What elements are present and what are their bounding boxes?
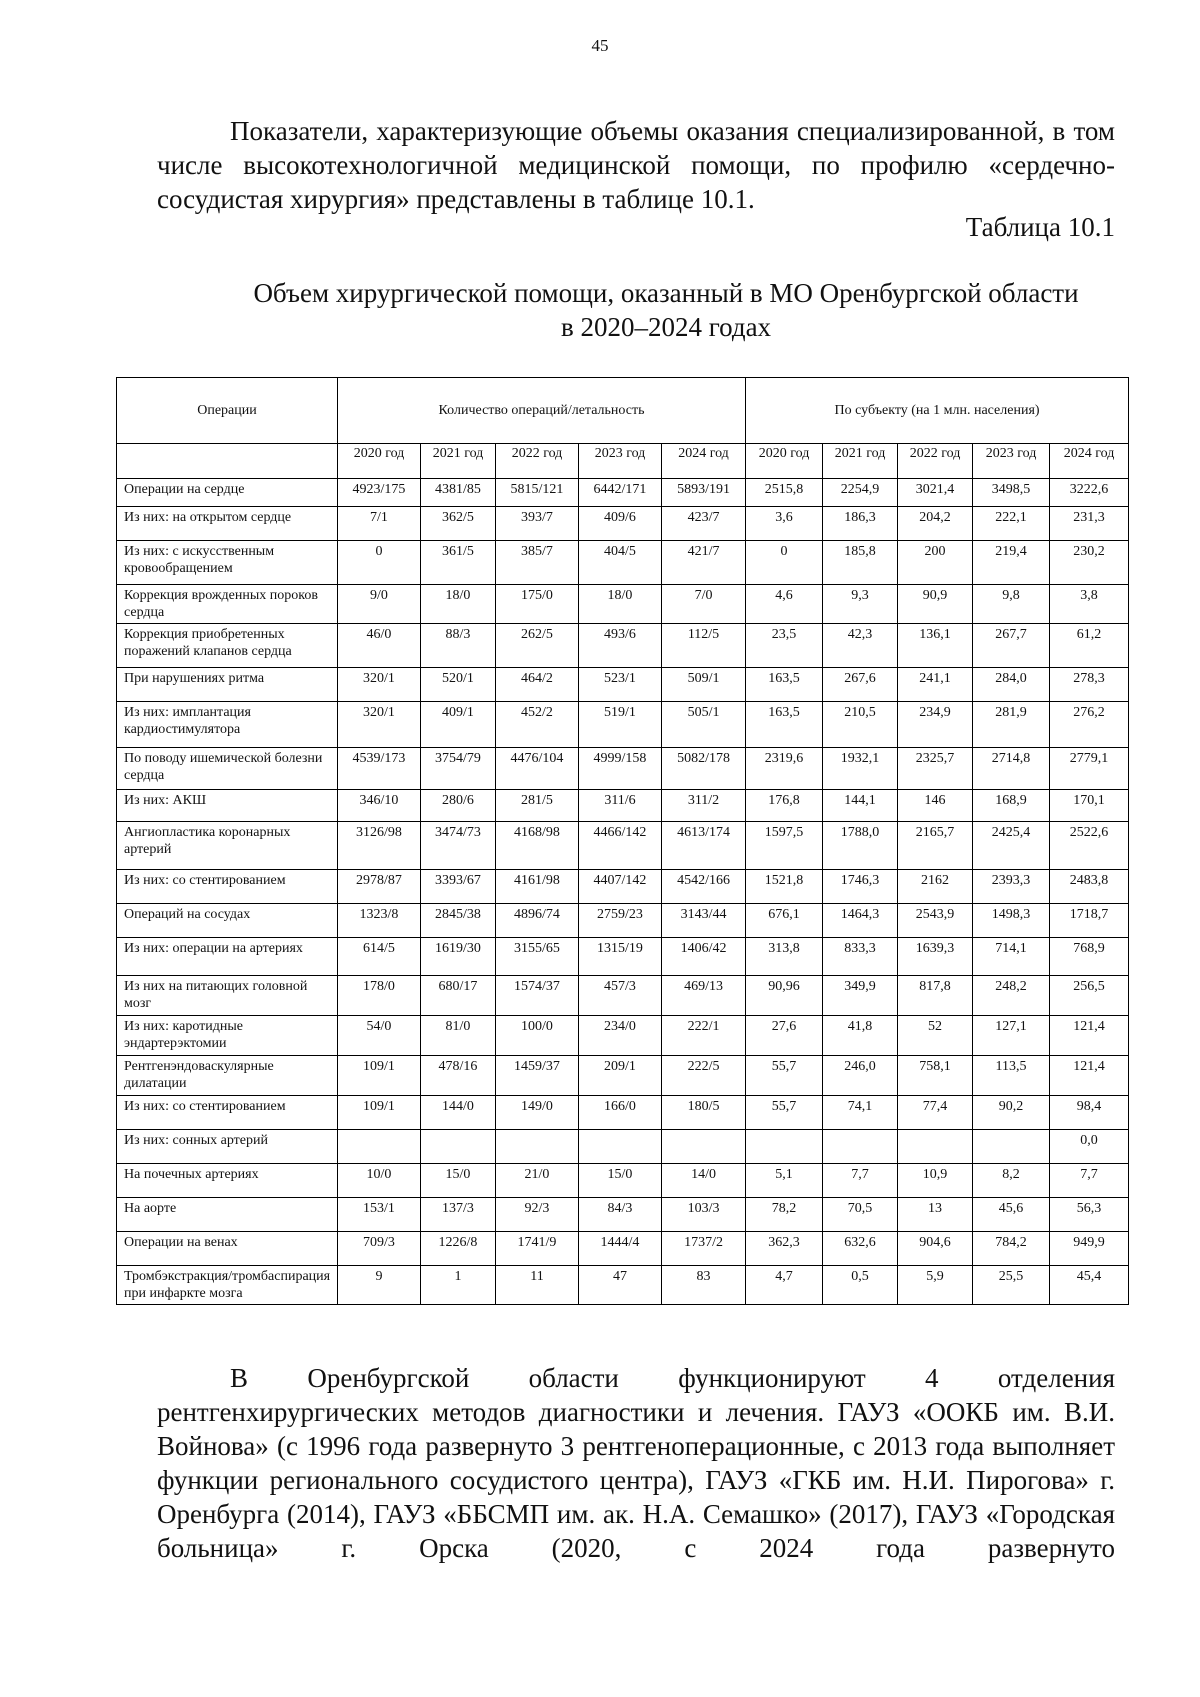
count-cell: 88/3 [421, 624, 496, 668]
count-cell: 92/3 [496, 1198, 579, 1232]
count-cell: 2845/38 [421, 904, 496, 938]
count-cell: 262/5 [496, 624, 579, 668]
count-cell: 1315/19 [579, 938, 662, 976]
header-count: Количество операций/летальность [338, 378, 746, 444]
count-cell: 4999/158 [579, 748, 662, 790]
table-caption: Таблица 10.1 [965, 212, 1115, 242]
count-cell: 1406/42 [662, 938, 746, 976]
per-million-cell: 74,1 [823, 1096, 898, 1130]
count-cell: 1323/8 [338, 904, 421, 938]
page-number: 45 [591, 36, 609, 55]
per-million-cell: 2165,7 [898, 822, 973, 870]
per-million-cell: 4,7 [746, 1266, 823, 1305]
count-cell [496, 1130, 579, 1164]
count-cell: 614/5 [338, 938, 421, 976]
per-million-cell: 3021,4 [898, 479, 973, 507]
count-cell: 1619/30 [421, 938, 496, 976]
per-million-cell: 2779,1 [1050, 748, 1129, 790]
table-row [117, 668, 1129, 702]
per-million-cell: 2319,6 [746, 748, 823, 790]
per-million-cell: 676,1 [746, 904, 823, 938]
header-operations: Операции [117, 378, 338, 444]
per-million-cell: 98,4 [1050, 1096, 1129, 1130]
count-cell: 5815/121 [496, 479, 579, 507]
per-million-cell: 52 [898, 1016, 973, 1056]
row-label: Из них: каротидные эндартерэктомии [117, 1016, 338, 1056]
per-million-cell: 1746,3 [823, 870, 898, 904]
count-cell: 178/0 [338, 976, 421, 1016]
per-million-cell: 362,3 [746, 1232, 823, 1266]
count-cell: 4476/104 [496, 748, 579, 790]
table-row [117, 1232, 1129, 1266]
count-cell: 4381/85 [421, 479, 496, 507]
count-cell: 4613/174 [662, 822, 746, 870]
per-million-cell: 200 [898, 541, 973, 585]
per-million-cell: 1788,0 [823, 822, 898, 870]
count-cell: 7/0 [662, 585, 746, 624]
per-million-cell: 768,9 [1050, 938, 1129, 976]
per-million-cell: 234,9 [898, 702, 973, 748]
count-cell: 505/1 [662, 702, 746, 748]
count-cell: 1459/37 [496, 1056, 579, 1096]
count-cell: 222/5 [662, 1056, 746, 1096]
per-million-cell: 25,5 [973, 1266, 1050, 1305]
per-million-cell: 90,96 [746, 976, 823, 1016]
per-million-cell: 8,2 [973, 1164, 1050, 1198]
count-cell: 1 [421, 1266, 496, 1305]
per-million-cell: 3498,5 [973, 479, 1050, 507]
table-row [117, 1164, 1129, 1198]
per-million-cell: 0 [746, 541, 823, 585]
per-million-cell: 2483,8 [1050, 870, 1129, 904]
row-label: Из них: на открытом сердце [117, 507, 338, 541]
table-row [117, 702, 1129, 748]
per-million-cell: 121,4 [1050, 1056, 1129, 1096]
per-million-cell: 5,1 [746, 1164, 823, 1198]
count-cell: 209/1 [579, 1056, 662, 1096]
table-row [117, 822, 1129, 870]
per-million-cell: 168,9 [973, 790, 1050, 822]
closing-paragraph: В Оренбургской области функционируют 4 отделения рентгенхирургических методов диагностики и лечения. ГАУЗ «ООКБ им. В.И. Войнова» (с 1996 года развернуто 3 рентгеноперационные, с 2013 года выполняет функции регионального сосудистого центра), ГАУЗ «ГКБ им. Н.И. Пирогова» г. Оренбурга (2014), ГАУЗ «ББСМП им. ак. Н.А. Семашко» (2017), ГАУЗ «Городская больница» г. Орска (2020, с 2024 года развернуто [157, 1363, 1115, 1563]
per-million-cell: 3,8 [1050, 585, 1129, 624]
count-cell: 1737/2 [662, 1232, 746, 1266]
row-label: Из них: АКШ [117, 790, 338, 822]
per-million-cell: 144,1 [823, 790, 898, 822]
per-million-cell: 1498,3 [973, 904, 1050, 938]
per-million-cell [746, 1130, 823, 1164]
count-cell: 362/5 [421, 507, 496, 541]
year-header: 2023 год [973, 444, 1050, 479]
count-cell: 9/0 [338, 585, 421, 624]
count-cell: 109/1 [338, 1056, 421, 1096]
count-cell: 680/17 [421, 976, 496, 1016]
per-million-cell: 7,7 [823, 1164, 898, 1198]
count-cell: 112/5 [662, 624, 746, 668]
count-cell: 385/7 [496, 541, 579, 585]
table-row [117, 1198, 1129, 1232]
per-million-cell: 758,1 [898, 1056, 973, 1096]
count-cell: 15/0 [421, 1164, 496, 1198]
per-million-cell: 55,7 [746, 1096, 823, 1130]
per-million-cell [898, 1130, 973, 1164]
per-million-cell: 256,5 [1050, 976, 1129, 1016]
per-million-cell: 23,5 [746, 624, 823, 668]
count-cell: 2759/23 [579, 904, 662, 938]
count-cell [338, 1130, 421, 1164]
count-cell: 180/5 [662, 1096, 746, 1130]
per-million-cell: 2543,9 [898, 904, 973, 938]
count-cell: 421/7 [662, 541, 746, 585]
per-million-cell: 2515,8 [746, 479, 823, 507]
count-cell: 9 [338, 1266, 421, 1305]
count-cell: 2978/87 [338, 870, 421, 904]
per-million-cell: 231,3 [1050, 507, 1129, 541]
count-cell: 393/7 [496, 507, 579, 541]
row-label: Из них: со стентированием [117, 870, 338, 904]
per-million-cell: 9,8 [973, 585, 1050, 624]
per-million-cell: 2714,8 [973, 748, 1050, 790]
count-cell: 3393/67 [421, 870, 496, 904]
per-million-cell: 284,0 [973, 668, 1050, 702]
count-cell: 166/0 [579, 1096, 662, 1130]
per-million-cell: 42,3 [823, 624, 898, 668]
count-cell: 4542/166 [662, 870, 746, 904]
per-million-cell: 267,7 [973, 624, 1050, 668]
per-million-cell: 90,9 [898, 585, 973, 624]
count-cell: 469/13 [662, 976, 746, 1016]
row-label: Из них: со стентированием [117, 1096, 338, 1130]
per-million-cell: 41,8 [823, 1016, 898, 1056]
count-cell: 6442/171 [579, 479, 662, 507]
count-cell: 4407/142 [579, 870, 662, 904]
count-cell: 520/1 [421, 668, 496, 702]
count-cell: 54/0 [338, 1016, 421, 1056]
per-million-cell: 204,2 [898, 507, 973, 541]
row-label: Из них: имплантация кардиостимулятора [117, 702, 338, 748]
row-label: Операции на сердце [117, 479, 338, 507]
count-cell: 280/6 [421, 790, 496, 822]
count-cell: 109/1 [338, 1096, 421, 1130]
row-label: Операции на венах [117, 1232, 338, 1266]
count-cell: 234/0 [579, 1016, 662, 1056]
count-cell: 409/1 [421, 702, 496, 748]
count-cell: 84/3 [579, 1198, 662, 1232]
per-million-cell: 2393,3 [973, 870, 1050, 904]
per-million-cell: 56,3 [1050, 1198, 1129, 1232]
per-million-cell: 222,1 [973, 507, 1050, 541]
per-million-cell: 2162 [898, 870, 973, 904]
row-label: На почечных артериях [117, 1164, 338, 1198]
per-million-cell: 241,1 [898, 668, 973, 702]
table-title-line-2: в 2020–2024 годах [560, 312, 772, 342]
count-cell: 320/1 [338, 668, 421, 702]
count-cell: 137/3 [421, 1198, 496, 1232]
per-million-cell: 219,4 [973, 541, 1050, 585]
year-header: 2021 год [823, 444, 898, 479]
row-label: По поводу ишемической болезни сердца [117, 748, 338, 790]
surgery-volume-table-container [116, 377, 1128, 1305]
year-header: 2022 год [496, 444, 579, 479]
count-cell: 4539/173 [338, 748, 421, 790]
count-cell: 509/1 [662, 668, 746, 702]
per-million-cell: 61,2 [1050, 624, 1129, 668]
per-million-cell: 55,7 [746, 1056, 823, 1096]
per-million-cell: 121,4 [1050, 1016, 1129, 1056]
table-years-row [117, 444, 1129, 479]
per-million-cell: 113,5 [973, 1056, 1050, 1096]
count-cell: 361/5 [421, 541, 496, 585]
header-per-subject: По субъекту (на 1 млн. населения) [746, 378, 1129, 444]
per-million-cell: 278,3 [1050, 668, 1129, 702]
table-row [117, 1056, 1129, 1096]
count-cell: 100/0 [496, 1016, 579, 1056]
table-row [117, 1266, 1129, 1305]
per-million-cell: 2522,6 [1050, 822, 1129, 870]
year-header: 2020 год [746, 444, 823, 479]
per-million-cell: 248,2 [973, 976, 1050, 1016]
per-million-cell: 136,1 [898, 624, 973, 668]
count-cell: 457/3 [579, 976, 662, 1016]
count-cell: 15/0 [579, 1164, 662, 1198]
table-row [117, 585, 1129, 624]
table-row [117, 976, 1129, 1016]
row-label: Из них на питающих головной мозг [117, 976, 338, 1016]
per-million-cell: 904,6 [898, 1232, 973, 1266]
count-cell: 4466/142 [579, 822, 662, 870]
count-cell: 83 [662, 1266, 746, 1305]
per-million-cell: 3,6 [746, 507, 823, 541]
count-cell: 3155/65 [496, 938, 579, 976]
count-cell: 1444/4 [579, 1232, 662, 1266]
table-row [117, 479, 1129, 507]
row-label: Из них: операции на артериях [117, 938, 338, 976]
count-cell: 3474/73 [421, 822, 496, 870]
year-header: 2023 год [579, 444, 662, 479]
table-row [117, 1096, 1129, 1130]
count-cell: 18/0 [421, 585, 496, 624]
per-million-cell: 45,6 [973, 1198, 1050, 1232]
per-million-cell: 1464,3 [823, 904, 898, 938]
per-million-cell: 0,0 [1050, 1130, 1129, 1164]
count-cell: 3126/98 [338, 822, 421, 870]
per-million-cell: 170,1 [1050, 790, 1129, 822]
count-cell: 452/2 [496, 702, 579, 748]
per-million-cell: 9,3 [823, 585, 898, 624]
per-million-cell: 267,6 [823, 668, 898, 702]
count-cell: 404/5 [579, 541, 662, 585]
count-cell [579, 1130, 662, 1164]
count-cell: 346/10 [338, 790, 421, 822]
per-million-cell [823, 1130, 898, 1164]
count-cell: 409/6 [579, 507, 662, 541]
count-cell: 47 [579, 1266, 662, 1305]
count-cell [421, 1130, 496, 1164]
row-label: Из них: с искусственным кровообращением [117, 541, 338, 585]
table-row [117, 870, 1129, 904]
per-million-cell: 246,0 [823, 1056, 898, 1096]
per-million-cell: 146 [898, 790, 973, 822]
count-cell: 10/0 [338, 1164, 421, 1198]
count-cell: 46/0 [338, 624, 421, 668]
table-body [117, 479, 1129, 1305]
table-row [117, 1130, 1129, 1164]
table-header-row [117, 378, 1129, 444]
count-cell: 21/0 [496, 1164, 579, 1198]
count-cell [662, 1130, 746, 1164]
count-cell: 4923/175 [338, 479, 421, 507]
count-cell: 478/16 [421, 1056, 496, 1096]
table-row [117, 1016, 1129, 1056]
count-cell: 5893/191 [662, 479, 746, 507]
per-million-cell: 2325,7 [898, 748, 973, 790]
count-cell: 1226/8 [421, 1232, 496, 1266]
row-label: Из них: сонных артерий [117, 1130, 338, 1164]
count-cell: 149/0 [496, 1096, 579, 1130]
count-cell: 5082/178 [662, 748, 746, 790]
per-million-cell: 2425,4 [973, 822, 1050, 870]
per-million-cell: 3222,6 [1050, 479, 1129, 507]
year-header: 2024 год [662, 444, 746, 479]
table-title-line-1: Объем хирургической помощи, оказанный в МО Оренбургской области [253, 278, 1079, 308]
count-cell: 175/0 [496, 585, 579, 624]
row-label: Рентгенэндоваскулярные дилатации [117, 1056, 338, 1096]
year-header: 2022 год [898, 444, 973, 479]
per-million-cell: 176,8 [746, 790, 823, 822]
table-title [157, 276, 1115, 344]
per-million-cell: 45,4 [1050, 1266, 1129, 1305]
row-label: Коррекция врожденных пороков сердца [117, 585, 338, 624]
count-cell: 144/0 [421, 1096, 496, 1130]
per-million-cell: 230,2 [1050, 541, 1129, 585]
count-cell: 519/1 [579, 702, 662, 748]
per-million-cell: 349,9 [823, 976, 898, 1016]
count-cell: 281/5 [496, 790, 579, 822]
count-cell: 18/0 [579, 585, 662, 624]
row-label: Операций на сосудах [117, 904, 338, 938]
count-cell: 4161/98 [496, 870, 579, 904]
table-row [117, 748, 1129, 790]
count-cell: 81/0 [421, 1016, 496, 1056]
row-label: Коррекция приобретенных поражений клапанов сердца [117, 624, 338, 668]
per-million-cell: 4,6 [746, 585, 823, 624]
per-million-cell: 276,2 [1050, 702, 1129, 748]
per-million-cell: 186,3 [823, 507, 898, 541]
table-row [117, 507, 1129, 541]
per-million-cell: 313,8 [746, 938, 823, 976]
per-million-cell: 5,9 [898, 1266, 973, 1305]
count-cell: 4896/74 [496, 904, 579, 938]
per-million-cell [973, 1130, 1050, 1164]
per-million-cell: 70,5 [823, 1198, 898, 1232]
count-cell: 153/1 [338, 1198, 421, 1232]
per-million-cell: 817,8 [898, 976, 973, 1016]
row-label: При нарушениях ритма [117, 668, 338, 702]
table-row [117, 904, 1129, 938]
per-million-cell: 1521,8 [746, 870, 823, 904]
count-cell: 103/3 [662, 1198, 746, 1232]
year-header: 2024 год [1050, 444, 1129, 479]
count-cell: 423/7 [662, 507, 746, 541]
count-cell: 3143/44 [662, 904, 746, 938]
per-million-cell: 185,8 [823, 541, 898, 585]
table-row [117, 790, 1129, 822]
surgery-volume-table [116, 377, 1129, 1305]
per-million-cell: 0,5 [823, 1266, 898, 1305]
header-empty-cell [117, 444, 338, 479]
row-label: Тромбэкстракция/тромбаспирация при инфаркте мозга [117, 1266, 338, 1305]
count-cell: 320/1 [338, 702, 421, 748]
per-million-cell: 2254,9 [823, 479, 898, 507]
row-label: Ангиопластика коронарных артерий [117, 822, 338, 870]
row-label: На аорте [117, 1198, 338, 1232]
table-row [117, 938, 1129, 976]
count-cell: 7/1 [338, 507, 421, 541]
count-cell: 1741/9 [496, 1232, 579, 1266]
count-cell: 4168/98 [496, 822, 579, 870]
per-million-cell: 1639,3 [898, 938, 973, 976]
count-cell: 1574/37 [496, 976, 579, 1016]
per-million-cell: 27,6 [746, 1016, 823, 1056]
per-million-cell: 1932,1 [823, 748, 898, 790]
per-million-cell: 632,6 [823, 1232, 898, 1266]
count-cell: 14/0 [662, 1164, 746, 1198]
per-million-cell: 77,4 [898, 1096, 973, 1130]
per-million-cell: 90,2 [973, 1096, 1050, 1130]
count-cell: 222/1 [662, 1016, 746, 1056]
per-million-cell: 127,1 [973, 1016, 1050, 1056]
year-header: 2021 год [421, 444, 496, 479]
count-cell: 709/3 [338, 1232, 421, 1266]
count-cell: 3754/79 [421, 748, 496, 790]
intro-paragraph: Показатели, характеризующие объемы оказания специализированной, в том числе высокотехнологичной медицинской помощи, по профилю «сердечно-сосудистая хирургия» представлены в таблице 10.1. [157, 116, 1115, 214]
per-million-cell: 163,5 [746, 668, 823, 702]
per-million-cell: 10,9 [898, 1164, 973, 1198]
per-million-cell: 833,3 [823, 938, 898, 976]
per-million-cell: 163,5 [746, 702, 823, 748]
table-row [117, 541, 1129, 585]
count-cell: 464/2 [496, 668, 579, 702]
per-million-cell: 78,2 [746, 1198, 823, 1232]
count-cell: 0 [338, 541, 421, 585]
count-cell: 311/6 [579, 790, 662, 822]
per-million-cell: 1597,5 [746, 822, 823, 870]
count-cell: 523/1 [579, 668, 662, 702]
count-cell: 311/2 [662, 790, 746, 822]
per-million-cell: 714,1 [973, 938, 1050, 976]
per-million-cell: 7,7 [1050, 1164, 1129, 1198]
per-million-cell: 281,9 [973, 702, 1050, 748]
per-million-cell: 1718,7 [1050, 904, 1129, 938]
per-million-cell: 13 [898, 1198, 973, 1232]
count-cell: 11 [496, 1266, 579, 1305]
count-cell: 493/6 [579, 624, 662, 668]
table-row [117, 624, 1129, 668]
per-million-cell: 210,5 [823, 702, 898, 748]
year-header: 2020 год [338, 444, 421, 479]
per-million-cell: 949,9 [1050, 1232, 1129, 1266]
per-million-cell: 784,2 [973, 1232, 1050, 1266]
